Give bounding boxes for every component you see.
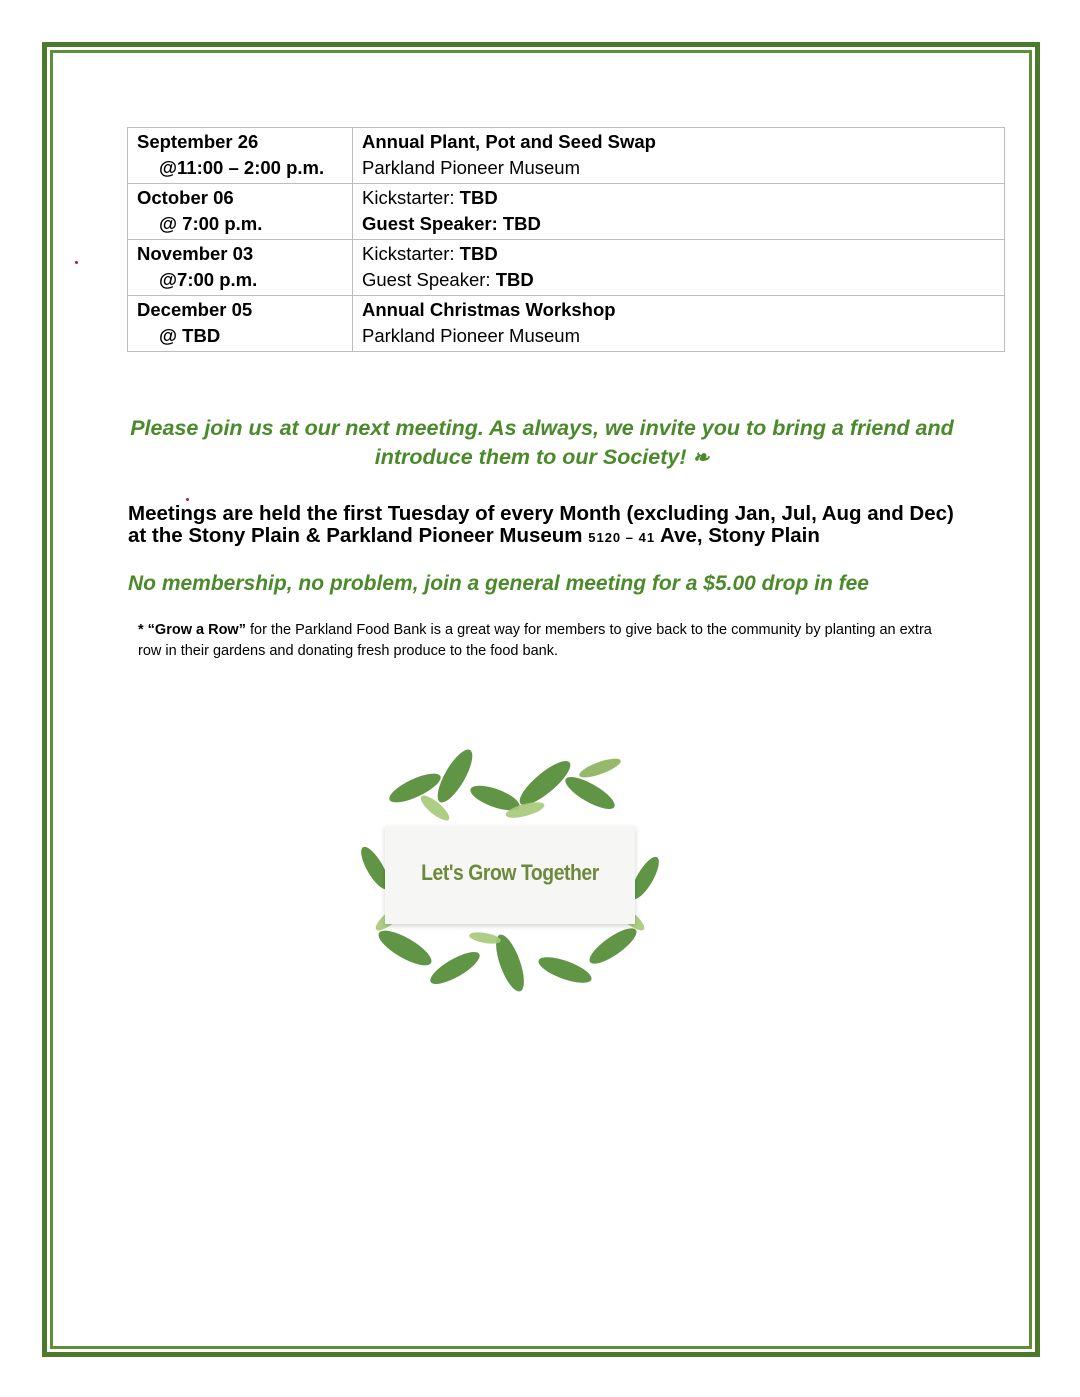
event-date: November 03 — [137, 243, 254, 264]
table-row — [128, 296, 1005, 352]
event-time: @7:00 p.m. — [159, 269, 258, 290]
event-date: October 06 — [137, 187, 234, 208]
lets-grow-together-graphic — [345, 748, 675, 993]
date-cell — [128, 296, 353, 352]
table-row — [128, 184, 1005, 240]
event-cell — [353, 240, 1005, 296]
date-cell — [128, 240, 353, 296]
event-title: Annual Christmas Workshop — [362, 299, 616, 320]
meeting-schedule-note — [128, 503, 968, 549]
speaker-value: TBD — [495, 269, 534, 290]
date-cell — [128, 128, 353, 184]
kickstarter-line — [362, 241, 995, 267]
leaf-icon: ❧ — [692, 447, 710, 469]
kickstarter-line — [362, 185, 995, 211]
invitation-text — [118, 414, 966, 473]
event-title: Annual Plant, Pot and Seed Swap — [362, 131, 656, 152]
events-table — [127, 127, 1005, 352]
speaker-label: Guest Speaker: — [362, 213, 503, 234]
address-number: 5120 – 41 — [588, 530, 656, 545]
event-date: December 05 — [137, 299, 253, 320]
invitation-line-2: introduce them to our Society! — [374, 445, 687, 469]
stray-mark — [186, 498, 189, 501]
table-row — [128, 128, 1005, 184]
table-row — [128, 240, 1005, 296]
meeting-text: Meetings are held the first Tuesday of every Month (excluding Jan, Jul, Aug and Dec) at the Stony Plain & Parkland Pioneer Museum — [128, 502, 954, 547]
graphic-text: Let's Grow Together — [421, 860, 599, 885]
speaker-line — [362, 267, 995, 293]
speaker-label: Guest Speaker: — [362, 269, 496, 290]
speaker-line — [362, 211, 995, 237]
kickstarter-label: Kickstarter: — [362, 243, 460, 264]
grow-a-row-text: for the Parkland Food Bank is a great way for members to give back to the community by planting an extra row in their gardens and donating fresh produce to the food bank. — [138, 622, 932, 659]
membership-note: No membership, no problem, join a general meeting for a $5.00 drop in fee — [128, 572, 869, 595]
kickstarter-value: TBD — [459, 243, 498, 264]
event-date: September 26 — [137, 131, 259, 152]
event-location: Parkland Pioneer Museum — [362, 325, 580, 346]
speaker-value: TBD — [502, 213, 541, 234]
event-time: @ 7:00 p.m. — [159, 213, 263, 234]
date-cell — [128, 184, 353, 240]
event-cell — [353, 296, 1005, 352]
event-time: @ TBD — [159, 325, 221, 346]
event-cell — [353, 128, 1005, 184]
stray-mark — [75, 261, 78, 264]
event-cell — [353, 184, 1005, 240]
address-street: Ave, Stony Plain — [655, 524, 820, 547]
kickstarter-value: TBD — [459, 187, 498, 208]
invitation-line-1: Please join us at our next meeting. As always, we invite you to bring a friend and — [130, 416, 954, 440]
grow-a-row-note — [138, 620, 938, 662]
kickstarter-label: Kickstarter: — [362, 187, 460, 208]
event-time: @11:00 – 2:00 p.m. — [159, 157, 325, 178]
event-location: Parkland Pioneer Museum — [362, 157, 580, 178]
grow-a-row-title: * “Grow a Row” — [138, 622, 246, 638]
